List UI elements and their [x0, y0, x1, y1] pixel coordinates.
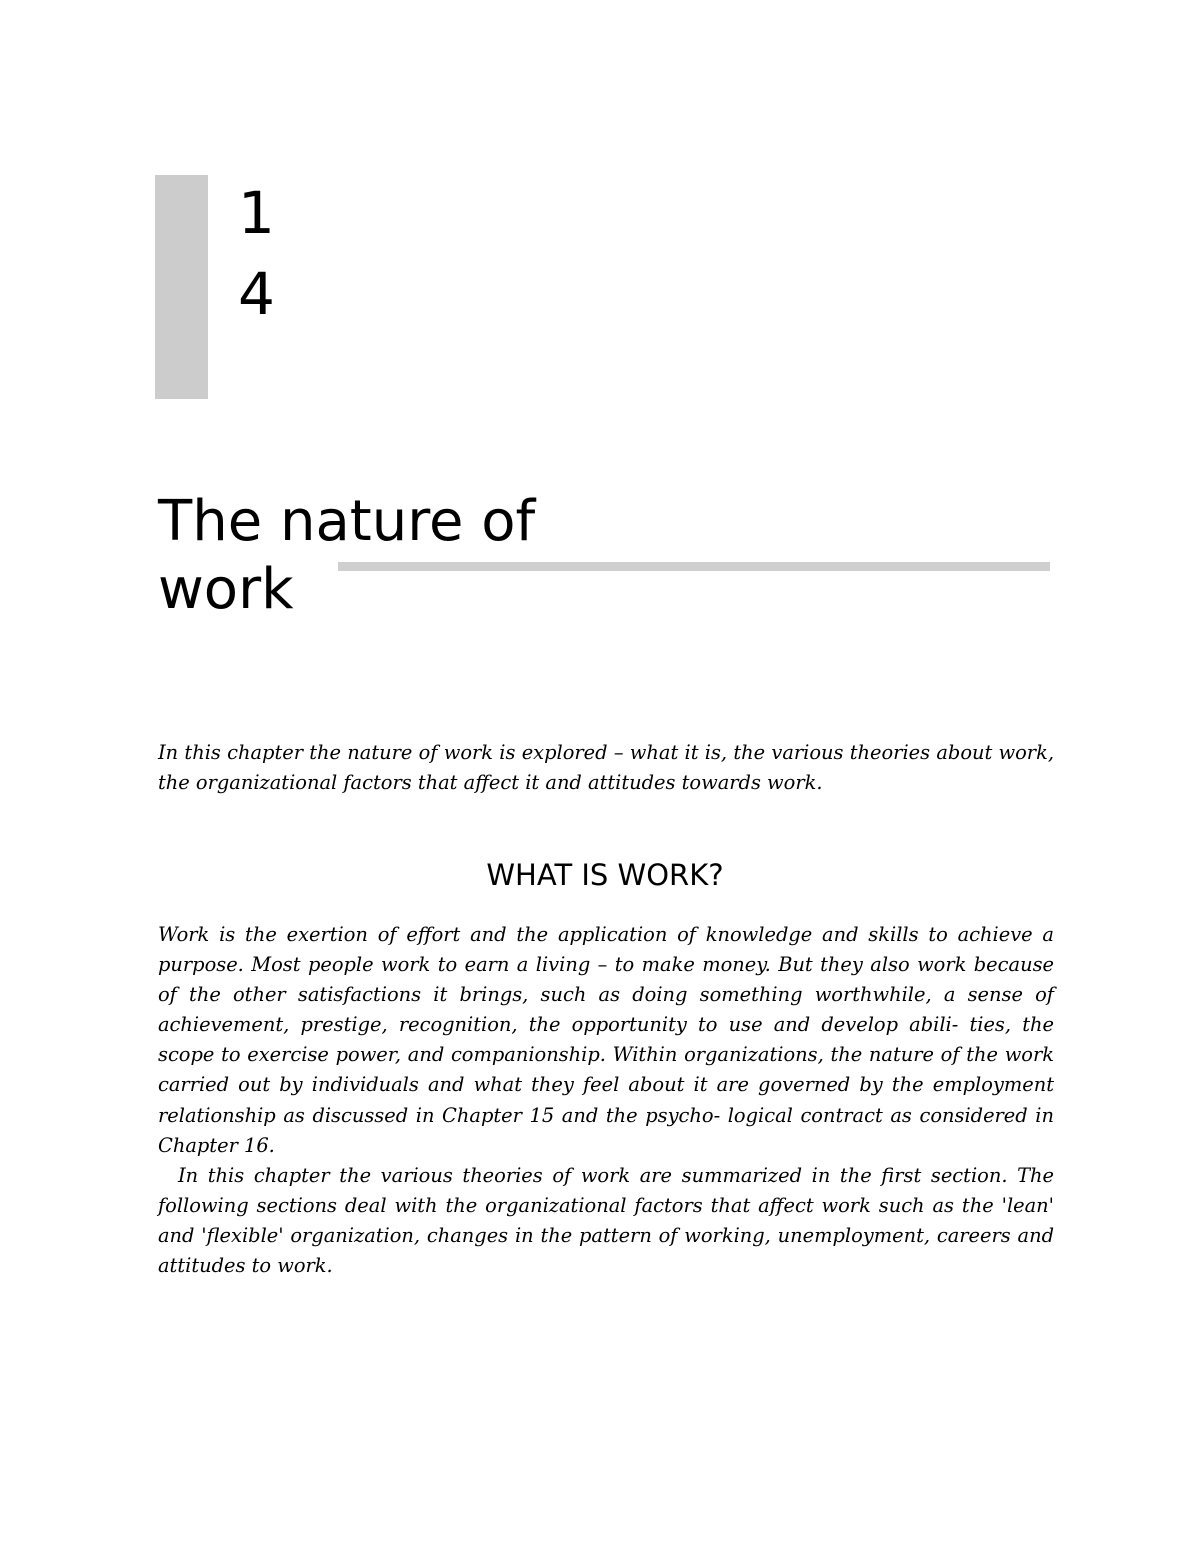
- body-paragraph: Work is the exertion of effort and the application of knowledge and skills to achieve a purpose. Most people work to earn a living – to make money. But they also work because of the other satisfactions it brings, such as doing something worthwhile, a sense of achievement, prestige, recognition, the opportunity to use and develop abili- ties, the scope to exercise power, and companionship. Within organizations, the nature of the work carried out by individuals and what they feel about it are governed by the employment relationship as discussed in Chapter 15 and the psycho- logical contract as considered in Chapter 16.: [158, 923, 1054, 1157]
- chapter-intro: In this chapter the nature of work is explored – what it is, the various theories about work, the organizational factors that affect it and attitudes towards work.: [158, 741, 1054, 794]
- chapter-accent-bar: [155, 175, 208, 399]
- body-paragraph: In this chapter the various theories of work are summarized in the first section. The following sections deal with the organizational factors that affect work such as the 'lean' and 'flexible' organization, changes in the pattern of working, unemployment, careers and attitudes to work.: [158, 1163, 1054, 1278]
- section-body: [158, 920, 1054, 1281]
- chapter-number-second-digit: 4: [238, 260, 275, 328]
- section-heading: WHAT IS WORK?: [486, 858, 724, 892]
- chapter-title: The nature of work: [158, 489, 536, 622]
- chapter-number-first-digit: 1: [238, 179, 275, 247]
- title-rule: [338, 562, 1050, 571]
